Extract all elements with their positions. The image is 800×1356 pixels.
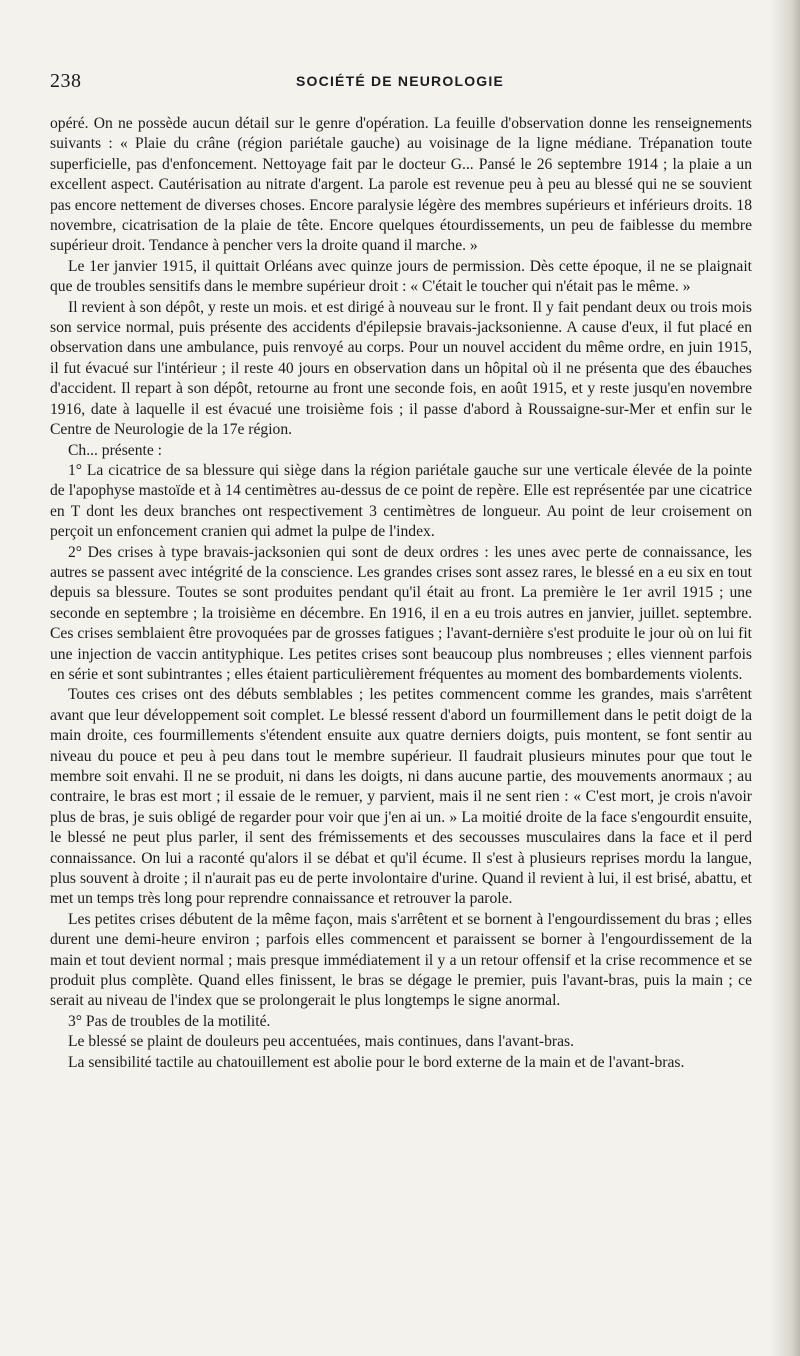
body-text (50, 114, 752, 1073)
paragraph-presents: Ch... présente : (68, 441, 162, 459)
paragraph-sensibility: La sensibilité tactile au chatouillement est abolie pour le bord externe de la main et de l'avant-bras. (68, 1053, 685, 1071)
paragraph-crisis-onset: Toutes ces crises ont des débuts semblables ; les petites commencent comme les grandes, mais s'arrêtent avant que leur développement soit complet. Le blessé ressent d'abord un fourmillement dans le petit doigt de la main droite, ces fourmillements s'étendent ensuite aux quatre derniers doigts, puis montent, se font sentir au niveau du pouce et peu à peu dans tout le membre supérieur. Il faudrait plusieurs minutes pour que tout le membre soit envahi. Il ne se produit, ni dans les doigts, ni dans aucune partie, des mouvements anormaux ; au contraire, le bras est mort ; il essaie de le remuer, y parvient, mais il ne sent rien : « C'est mort, je crois n'avoir plus de bras, je suis obligé de regarder pour voir que j'en ai un. » La moitié droite de la face s'engourdit ensuite, le blessé ne peut plus parler, il sent des frémissements et des secousses musculaires dans la face et il perd connaissance. On lui a raconté qu'alors il se débat et qu'il écume. Il s'est à plusieurs reprises mordu la langue, plus souvent à droite ; il n'aurait pas eu de perte involontaire d'urine. Quand il revient à lui, il est brisé, abattu, et met un temps très long pour reprendre connaissance et retrouver la parole. (50, 686, 752, 908)
paragraph-scar: 1° La cicatrice de sa blessure qui siège dans la région pariétale gauche sur une verticale élevée de la pointe de l'apophyse mastoïde et à 14 centimètres au-dessus de ce point de repère. Elle est représentée par une cicatrice en T dont les deux branches ont respectivement 3 centimètres de longueur. Au point de leur croisement on perçoit un enfoncement cranien qui admet la pulpe de l'index. (50, 461, 752, 541)
paragraph-permission: Le 1er janvier 1915, il quittait Orléans avec quinze jours de permission. Dès cette époque, il ne se plaignait que de troubles sensitifs dans le membre supérieur droit : « C'était le toucher qui n'était pas le même. » (50, 257, 752, 296)
paragraph-return-front: Il revient à son dépôt, y reste un mois. et est dirigé à nouveau sur le front. Il y fait pendant deux ou trois mois son service normal, puis présente des accidents d'épilepsie bravais-jacksonienne. A cause d'eux, il fut placé en observation dans une ambulance, puis renvoyé au corps. Pour un nouvel accident du même ordre, en juin 1915, il fut évacué sur l'intérieur ; il reste 40 jours en observation dans un hôpital où il ne présenta que des ébauches d'accident. Il repart à son dépôt, retourne au front une seconde fois, en août 1915, et y reste jusqu'en novembre 1916, date à laquelle il est évacué une troisième fois ; il passe d'abord à Roussaigne-sur-Mer et enfin sur le Centre de Neurologie de la 17e région. (50, 298, 752, 439)
paragraph-crises: 2° Des crises à type bravais-jacksonien qui sont de deux ordres : les unes avec perte de connaissance, les autres se passent avec intégrité de la conscience. Les grandes crises sont assez rares, le blessé en a eu six en tout depuis sa blessure. Toutes se sont produites pendant qu'il était au front. La première le 1er avril 1915 ; une seconde en septembre ; la troisième en décembre. En 1916, il en a eu trois autres en janvier, juillet. septembre. Ces crises semblaient être provoquées par de grosses fatigues ; l'avant-dernière s'est produite le jour où on lui fit une injection de vaccin antityphique. Les petites crises sont beaucoup plus nombreuses ; elles viennent parfois en série et sont subintrantes ; elles étaient particulièrement fréquentes au moment des bombardements violents. (50, 543, 752, 683)
paragraph-operation-report: opéré. On ne possède aucun détail sur le genre d'opération. La feuille d'observation donne les renseignements suivants : « Plaie du crâne (région pariétale gauche) au voisinage de la ligne médiane. Trépanation toute superficielle, pas d'enfoncement. Nettoyage fait par le docteur G... Pansé le 26 septembre 1914 ; la plaie a un excellent aspect. Cautérisation au nitrate d'argent. La parole est revenue peu à peu au blessé qui ne se souvient pas encore nettement de diverses choses. Encore paralysie légère des membres supérieurs et inférieurs droits. 18 novembre, cicatrisation de la plaie de tête. Encore quelques étourdissements, un peu de faiblesse du membre supérieur droit. Tendance à pencher vers la droite quand il marche. » (50, 115, 752, 255)
paragraph-pain: Le blessé se plaint de douleurs peu accentuées, mais continues, dans l'avant-bras. (68, 1033, 574, 1051)
page-number: 238 (50, 70, 82, 92)
paragraph-small-crises: Les petites crises débutent de la même façon, mais s'arrêtent et se bornent à l'engourdissement du bras ; elles durent une demi-heure environ ; parfois elles commencent et paraissent se borner à l'engourdissement de la main et tout devient normal ; mais presque immédiatement il y a un retour offensif et la crise recommence et se produit plus complète. Quand elles finissent, le bras se dégage le premier, puis l'avant-bras, puis la main ; ce serait au niveau de l'index que se prolongerait le plus longtemps le signe anormal. (50, 910, 752, 1010)
page-edge-shadow (770, 0, 800, 1356)
paragraph-motility: 3° Pas de troubles de la motilité. (68, 1012, 271, 1030)
page-header (50, 70, 750, 96)
running-title: SOCIÉTÉ DE NEUROLOGIE (296, 73, 504, 89)
